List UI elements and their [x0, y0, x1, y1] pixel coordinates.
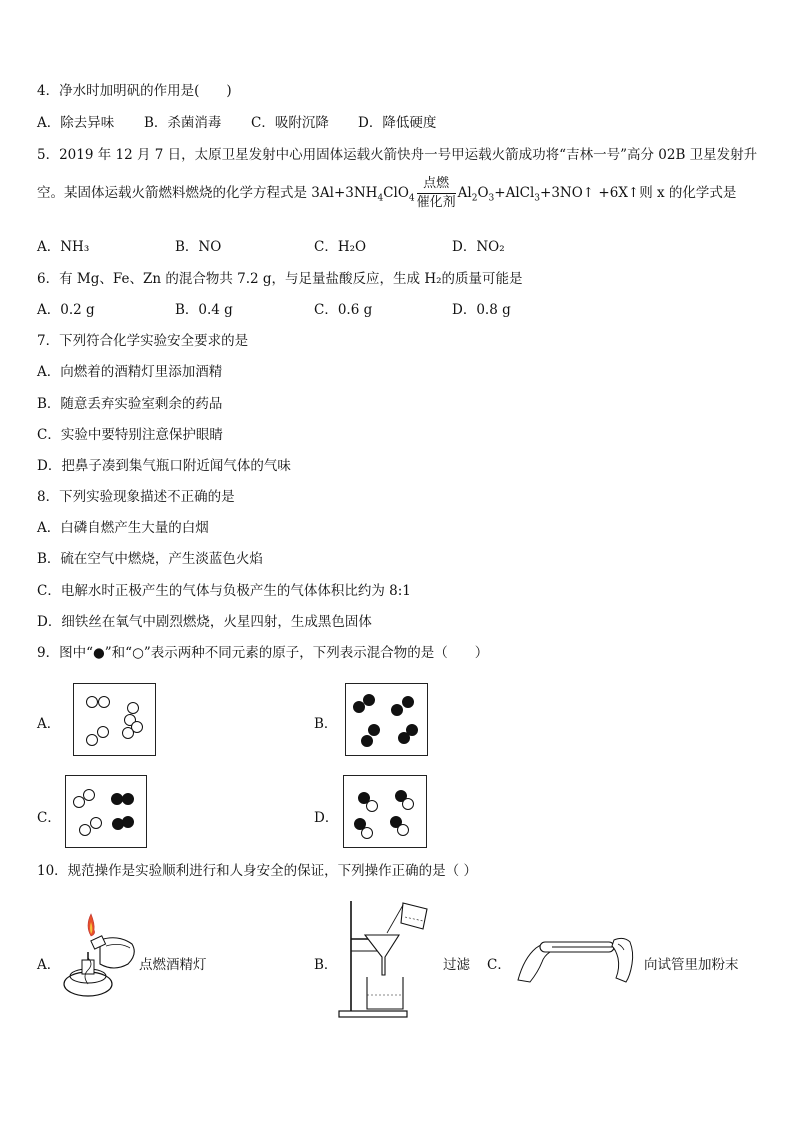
q9-diagram-c[interactable]	[65, 775, 147, 848]
condition-bottom: 催化剂	[416, 195, 456, 210]
q10-label-c[interactable]: C．	[487, 957, 511, 973]
white-atom	[83, 789, 95, 801]
q5-eq-part: Al	[457, 185, 472, 201]
q6-option-c[interactable]: C．0.6 g	[314, 302, 373, 318]
q9-stem: 9．图中“●”和“○”表示两种不同元素的原子，下列表示混合物的是（ ）	[37, 645, 489, 661]
q5-eq-sub: 3	[488, 193, 495, 204]
q6-option-b[interactable]: B．0.4 g	[175, 302, 233, 318]
q5-eq-sub: 4	[408, 193, 415, 204]
q5-eq-part: +3NO↑ +6X↑则 x 的化学式是	[540, 185, 737, 201]
q4-stem: 4．净水时加明矾的作用是( )	[37, 83, 232, 99]
white-atom	[97, 726, 109, 738]
q5-reaction-condition	[417, 176, 456, 211]
q9-diagram-d[interactable]	[343, 775, 427, 848]
q10-caption-a: 点燃酒精灯	[139, 957, 207, 973]
white-atom	[98, 696, 110, 708]
q7-option-b[interactable]: B．随意丢弃实验室剩余的药品	[37, 396, 223, 412]
q9-diagram-b[interactable]	[345, 683, 428, 756]
q5-option-a[interactable]: A．NH₃	[37, 239, 90, 255]
black-atom	[391, 704, 403, 716]
white-atom	[79, 824, 91, 836]
q4-option-a[interactable]: A．除去异味	[37, 115, 115, 131]
q8-option-b[interactable]: B．硫在空气中燃烧，产生淡蓝色火焰	[37, 551, 263, 567]
black-atom	[402, 696, 414, 708]
q10-stem: 10．规范操作是实验顺利进行和人身安全的保证，下列操作正确的是（ ）	[37, 863, 477, 879]
alcohol-lamp-illustration[interactable]	[58, 912, 143, 1007]
q5-option-d[interactable]: D．NO₂	[452, 239, 505, 255]
q4-option-b[interactable]: B．杀菌消毒	[144, 115, 222, 131]
black-atom	[368, 724, 380, 736]
q6-option-d[interactable]: D．0.8 g	[452, 302, 511, 318]
white-atom	[86, 696, 98, 708]
q7-option-d[interactable]: D．把鼻子凑到集气瓶口附近闻气体的气味	[37, 458, 291, 474]
q5-eq-sub: 3	[534, 193, 541, 204]
q5-eq-part: 空。某固体运载火箭燃料燃烧的化学方程式是 3Al+3NH	[37, 185, 378, 201]
black-atom	[361, 735, 373, 747]
q10-label-a[interactable]: A．	[37, 957, 61, 973]
q5-stem-line2	[37, 176, 736, 216]
q5-eq-sub: 2	[471, 193, 478, 204]
black-atom	[398, 732, 410, 744]
white-atom	[90, 817, 102, 829]
q5-eq-part: ClO	[383, 185, 409, 201]
q9-label-d[interactable]: D．	[314, 810, 339, 826]
q9-diagram-a[interactable]	[73, 683, 156, 756]
q8-option-d[interactable]: D．细铁丝在氧气中剧烈燃烧，火星四射，生成黑色固体	[37, 614, 372, 630]
q9-label-b[interactable]: B．	[314, 716, 338, 732]
q4-option-d[interactable]: D．降低硬度	[358, 115, 437, 131]
q5-eq-sub: 4	[377, 193, 384, 204]
q6-option-a[interactable]: A．0.2 g	[37, 302, 95, 318]
q4-option-c[interactable]: C．吸附沉降	[251, 115, 329, 131]
white-atom	[86, 734, 98, 746]
black-atom	[363, 694, 375, 706]
q5-eq-part: O	[477, 185, 489, 201]
q7-option-c[interactable]: C．实验中要特别注意保护眼睛	[37, 427, 223, 443]
white-atom	[397, 824, 409, 836]
q10-caption-b: 过滤	[443, 957, 470, 973]
q7-option-a[interactable]: A．向燃着的酒精灯里添加酒精	[37, 364, 223, 380]
q10-caption-c: 向试管里加粉末	[644, 957, 739, 973]
q8-option-c[interactable]: C．电解水时正极产生的气体与负极产生的气体体积比约为 8:1	[37, 583, 411, 599]
add-powder-to-test-tube-illustration[interactable]	[514, 930, 639, 985]
filtration-apparatus-illustration[interactable]	[337, 895, 437, 1020]
q10-label-b[interactable]: B．	[314, 957, 338, 973]
white-atom	[402, 798, 414, 810]
white-atom	[366, 800, 378, 812]
q5-eq-part: +AlCl	[494, 185, 535, 201]
q9-label-a[interactable]: A．	[37, 716, 61, 732]
white-atom	[361, 827, 373, 839]
q8-stem: 8．下列实验现象描述不正确的是	[37, 489, 235, 505]
white-atom	[122, 727, 134, 739]
q6-stem: 6．有 Mg、Fe、Zn 的混合物共 7.2 g，与足量盐酸反应，生成 H₂的质量可能是	[37, 271, 523, 287]
q5-option-c[interactable]: C．H₂O	[314, 239, 367, 255]
white-atom	[127, 702, 139, 714]
q5-option-b[interactable]: B．NO	[175, 239, 222, 255]
q5-stem-line1: 5．2019 年 12 月 7 日，太原卫星发射中心用固体运载火箭快舟一号甲运载火箭成功将“吉林一号”高分 02B 卫星发射升	[37, 147, 758, 163]
q8-option-a[interactable]: A．白磷自燃产生大量的白烟	[37, 520, 209, 536]
q9-label-c[interactable]: C．	[37, 810, 61, 826]
black-atom	[122, 793, 134, 805]
q7-stem: 7．下列符合化学实验安全要求的是	[37, 333, 249, 349]
condition-top: 点燃	[417, 176, 456, 194]
black-atom	[122, 816, 134, 828]
